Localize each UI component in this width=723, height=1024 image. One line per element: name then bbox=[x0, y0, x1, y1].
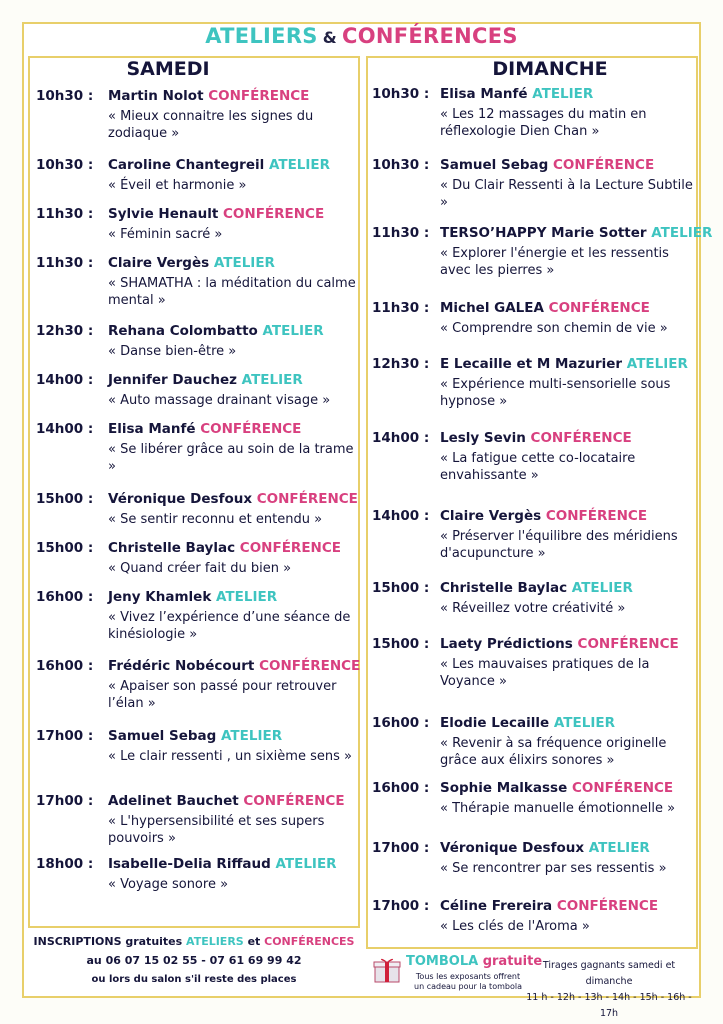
entry-kind-badge: CONFÉRENCE bbox=[545, 508, 648, 524]
entry-talk-title: « Les clés de l'Aroma » bbox=[440, 919, 590, 934]
entry-kind-badge: ATELIER bbox=[553, 715, 615, 731]
entry-time: 17h00 : bbox=[372, 840, 430, 856]
entry-kind-badge: ATELIER bbox=[651, 225, 713, 241]
entry-speaker-line bbox=[440, 86, 593, 102]
entry-speaker: Samuel Sebag bbox=[440, 157, 549, 173]
entry-speaker: E Lecaille et M Mazurier bbox=[440, 356, 623, 372]
entry-kind-badge: ATELIER bbox=[571, 580, 633, 596]
entry-kind-badge: ATELIER bbox=[268, 157, 331, 173]
inscriptions-line bbox=[28, 932, 360, 951]
inscriptions-conferences: CONFÉRENCES bbox=[264, 935, 355, 948]
entry-speaker-line bbox=[440, 508, 647, 524]
title-conferences: CONFÉRENCES bbox=[341, 24, 518, 48]
entry-talk-title: « Voyage sonore » bbox=[108, 877, 229, 892]
entry-kind-badge: CONFÉRENCE bbox=[571, 780, 674, 796]
entry-speaker: Adelinet Bauchet bbox=[108, 793, 239, 809]
title-ampersand: & bbox=[322, 28, 337, 47]
saturday-heading: SAMEDI bbox=[126, 58, 210, 80]
entry-talk-title: « Se sentir reconnu et entendu » bbox=[108, 512, 323, 527]
entry-speaker: Rehana Colombatto bbox=[108, 323, 258, 339]
entry-time: 11h30 : bbox=[36, 206, 94, 222]
entry-time: 12h30 : bbox=[372, 356, 430, 372]
entry-talk-title: « Vivez l’expérience d’une séance de kinésiologie » bbox=[108, 610, 351, 642]
entry-speaker-line bbox=[108, 658, 360, 674]
entry-kind-badge: CONFÉRENCE bbox=[259, 658, 361, 674]
entry-speaker-line bbox=[108, 372, 303, 388]
entry-speaker: Claire Vergès bbox=[108, 255, 210, 271]
entry-time: 11h30 : bbox=[36, 255, 94, 271]
entry-speaker-line bbox=[440, 580, 633, 596]
entry-speaker-line bbox=[108, 589, 277, 605]
entry-talk-title: « Auto massage drainant visage » bbox=[108, 393, 331, 408]
entry-talk-title: « Danse bien-être » bbox=[108, 344, 237, 359]
entry-speaker: Elisa Manfé bbox=[108, 421, 196, 437]
entry-kind-badge: CONFÉRENCE bbox=[200, 421, 302, 437]
entry-kind-badge: CONFÉRENCE bbox=[239, 540, 341, 556]
entry-time: 14h00 : bbox=[372, 430, 430, 446]
tombola-subtitle bbox=[408, 972, 528, 992]
entry-time: 10h30 : bbox=[372, 157, 430, 173]
entry-kind-badge: ATELIER bbox=[588, 840, 650, 856]
entry-time: 15h00 : bbox=[36, 540, 94, 556]
entry-time: 14h00 : bbox=[36, 421, 94, 437]
entry-speaker-line bbox=[440, 840, 650, 856]
entry-talk-title: « Les 12 massages du matin en réflexologie Dien Chan » bbox=[440, 107, 647, 139]
entry-speaker: Laety Prédictions bbox=[440, 636, 573, 652]
entry-speaker-line bbox=[108, 157, 330, 173]
entry-talk-title: « Se libérer grâce au soin de la trame » bbox=[108, 442, 354, 474]
entry-time: 17h00 : bbox=[36, 793, 94, 809]
entry-speaker: Frédéric Nobécourt bbox=[108, 658, 255, 674]
entry-kind-badge: CONFÉRENCE bbox=[243, 793, 345, 809]
entry-kind-badge: CONFÉRENCE bbox=[556, 898, 659, 914]
entry-speaker: Samuel Sebag bbox=[108, 728, 217, 744]
entry-kind-badge: ATELIER bbox=[213, 255, 275, 271]
entry-speaker-line bbox=[108, 728, 282, 744]
entry-kind-badge: CONFÉRENCE bbox=[553, 157, 655, 173]
entry-speaker-line bbox=[440, 636, 679, 652]
entry-speaker-line bbox=[108, 88, 309, 104]
entry-speaker-line bbox=[440, 225, 712, 241]
entry-talk-title: « Préserver l'équilibre des méridiens d'acupuncture » bbox=[440, 529, 678, 561]
entry-time: 10h30 : bbox=[372, 86, 430, 102]
entry-talk-title: « Réveillez votre créativité » bbox=[440, 601, 626, 616]
entry-talk-title: « SHAMATHA : la méditation du calme mental » bbox=[108, 276, 356, 308]
entry-kind-badge: CONFÉRENCE bbox=[223, 206, 325, 222]
entry-talk-title: « Du Clair Ressenti à la Lecture Subtile » bbox=[440, 178, 693, 210]
entry-time: 15h00 : bbox=[372, 636, 430, 652]
entry-kind-badge: CONFÉRENCE bbox=[256, 491, 358, 507]
sunday-heading: DIMANCHE bbox=[492, 58, 608, 80]
entry-kind-badge: ATELIER bbox=[532, 86, 594, 102]
title-ateliers: ATELIERS bbox=[205, 24, 318, 48]
entry-kind-badge: ATELIER bbox=[216, 589, 278, 605]
tombola-gratuite: gratuite bbox=[482, 954, 543, 969]
entry-talk-title: « Thérapie manuelle émotionnelle » bbox=[440, 801, 676, 816]
entry-talk-title: « Mieux connaitre les signes du zodiaque » bbox=[108, 109, 314, 141]
entry-talk-title: « Expérience multi-sensorielle sous hypnose » bbox=[440, 377, 671, 409]
entry-speaker: Elodie Lecaille bbox=[440, 715, 550, 731]
entry-speaker-line bbox=[440, 715, 615, 731]
entry-time: 11h30 : bbox=[372, 300, 430, 316]
entry-time: 17h00 : bbox=[36, 728, 94, 744]
entry-time: 14h00 : bbox=[372, 508, 430, 524]
entry-kind-badge: CONFÉRENCE bbox=[530, 430, 632, 446]
entry-time: 18h00 : bbox=[36, 856, 94, 872]
entry-speaker-line bbox=[108, 793, 345, 809]
tombola-sub2: un cadeau pour la tombola bbox=[414, 982, 522, 991]
page-title bbox=[0, 24, 723, 48]
entry-talk-title: « Apaiser son passé pour retrouver l’élan » bbox=[108, 679, 337, 711]
entry-kind-badge: CONFÉRENCE bbox=[548, 300, 650, 316]
entry-talk-title: « Éveil et harmonie » bbox=[108, 178, 247, 193]
tombola-word: TOMBOLA bbox=[406, 954, 479, 969]
entry-speaker: Elisa Manfé bbox=[440, 86, 528, 102]
entry-talk-title: « Quand créer fait du bien » bbox=[108, 561, 292, 576]
tombola-sub1: Tous les exposants offrent bbox=[415, 972, 521, 981]
entry-kind-badge: ATELIER bbox=[626, 356, 688, 372]
entry-talk-title: « Les mauvaises pratiques de la Voyance » bbox=[440, 657, 650, 689]
entry-speaker-line bbox=[440, 356, 688, 372]
entry-speaker: Isabelle-Delia Riffaud bbox=[108, 856, 271, 872]
entry-time: 10h30 : bbox=[36, 157, 94, 173]
entry-kind-badge: ATELIER bbox=[221, 728, 283, 744]
inscriptions-block bbox=[28, 932, 360, 989]
entry-time: 14h00 : bbox=[36, 372, 94, 388]
entry-talk-title: « Revenir à sa fréquence originelle grâce aux élixirs sonores » bbox=[440, 736, 667, 768]
entry-time: 17h00 : bbox=[372, 898, 430, 914]
entry-time: 16h00 : bbox=[36, 589, 94, 605]
entry-talk-title: « L'hypersensibilité et ses supers pouvoirs » bbox=[108, 814, 325, 846]
entry-talk-title: « Féminin sacré » bbox=[108, 227, 223, 242]
tombola-title bbox=[406, 954, 542, 969]
entry-time: 15h00 : bbox=[36, 491, 94, 507]
entry-time: 11h30 : bbox=[372, 225, 430, 241]
entry-speaker: Caroline Chantegreil bbox=[108, 157, 265, 173]
tombola-block bbox=[366, 952, 698, 1019]
entry-speaker: Sylvie Henault bbox=[108, 206, 219, 222]
gift-icon bbox=[372, 954, 402, 984]
entry-speaker: Lesly Sevin bbox=[440, 430, 526, 446]
entry-speaker-line bbox=[108, 323, 324, 339]
entry-speaker-line bbox=[108, 540, 341, 556]
entry-kind-badge: CONFÉRENCE bbox=[577, 636, 679, 652]
entry-speaker-line bbox=[108, 491, 358, 507]
entry-time: 16h00 : bbox=[372, 780, 430, 796]
entry-speaker: Jennifer Dauchez bbox=[108, 372, 237, 388]
entry-speaker: Christelle Baylac bbox=[108, 540, 236, 556]
entry-speaker-line bbox=[108, 856, 337, 872]
entry-time: 10h30 : bbox=[36, 88, 94, 104]
inscriptions-prefix: INSCRIPTIONS gratuites bbox=[33, 935, 183, 948]
entry-talk-title: « Explorer l'énergie et les ressentis avec les pierres » bbox=[440, 246, 669, 278]
entry-talk-title: « Comprendre son chemin de vie » bbox=[440, 321, 668, 336]
entry-speaker-line bbox=[108, 255, 275, 271]
entry-speaker: Sophie Malkasse bbox=[440, 780, 568, 796]
entry-speaker-line bbox=[108, 421, 301, 437]
inscriptions-note: ou lors du salon s'il reste des places bbox=[91, 974, 297, 985]
sunday-column bbox=[366, 56, 713, 949]
entry-speaker: Christelle Baylac bbox=[440, 580, 568, 596]
entry-speaker-line bbox=[440, 157, 654, 173]
entry-speaker: Martin Nolot bbox=[108, 88, 204, 104]
tombola-draws bbox=[524, 958, 694, 1022]
draws-times: 11 h - 12h - 13h - 14h - 15h - 16h - 17h bbox=[526, 992, 692, 1019]
entry-time: 12h30 : bbox=[36, 323, 94, 339]
entry-talk-title: « Se rencontrer par ses ressentis » bbox=[440, 861, 667, 876]
entry-speaker: Véronique Desfoux bbox=[108, 491, 253, 507]
entry-speaker: Céline Frereira bbox=[440, 898, 553, 914]
inscriptions-ateliers: ATELIERS bbox=[186, 935, 244, 948]
entry-speaker-line bbox=[440, 300, 650, 316]
draws-title: Tirages gagnants samedi et dimanche bbox=[542, 960, 676, 987]
entry-time: 16h00 : bbox=[36, 658, 94, 674]
entry-speaker: Claire Vergès bbox=[440, 508, 542, 524]
entry-speaker: Jeny Khamlek bbox=[108, 589, 212, 605]
entry-kind-badge: ATELIER bbox=[241, 372, 303, 388]
entry-talk-title: « Le clair ressenti , un sixième sens » bbox=[108, 749, 352, 764]
entry-kind-badge: ATELIER bbox=[275, 856, 337, 872]
entry-speaker-line bbox=[440, 430, 632, 446]
entry-kind-badge: ATELIER bbox=[262, 323, 324, 339]
entry-speaker-line bbox=[108, 206, 324, 222]
inscriptions-et: et bbox=[247, 935, 261, 948]
entry-speaker: TERSO’HAPPY Marie Sotter bbox=[440, 225, 647, 241]
entry-time: 16h00 : bbox=[372, 715, 430, 731]
entry-time: 15h00 : bbox=[372, 580, 430, 596]
entry-kind-badge: CONFÉRENCE bbox=[208, 88, 310, 104]
entry-speaker: Véronique Desfoux bbox=[440, 840, 585, 856]
inscriptions-phones: au 06 07 15 02 55 - 07 61 69 99 42 bbox=[86, 954, 302, 967]
entry-speaker: Michel GALEA bbox=[440, 300, 544, 316]
entry-speaker-line bbox=[440, 780, 673, 796]
saturday-column bbox=[28, 56, 360, 928]
entry-speaker-line bbox=[440, 898, 658, 914]
entry-talk-title: « La fatigue cette co-locataire envahissante » bbox=[440, 451, 636, 483]
